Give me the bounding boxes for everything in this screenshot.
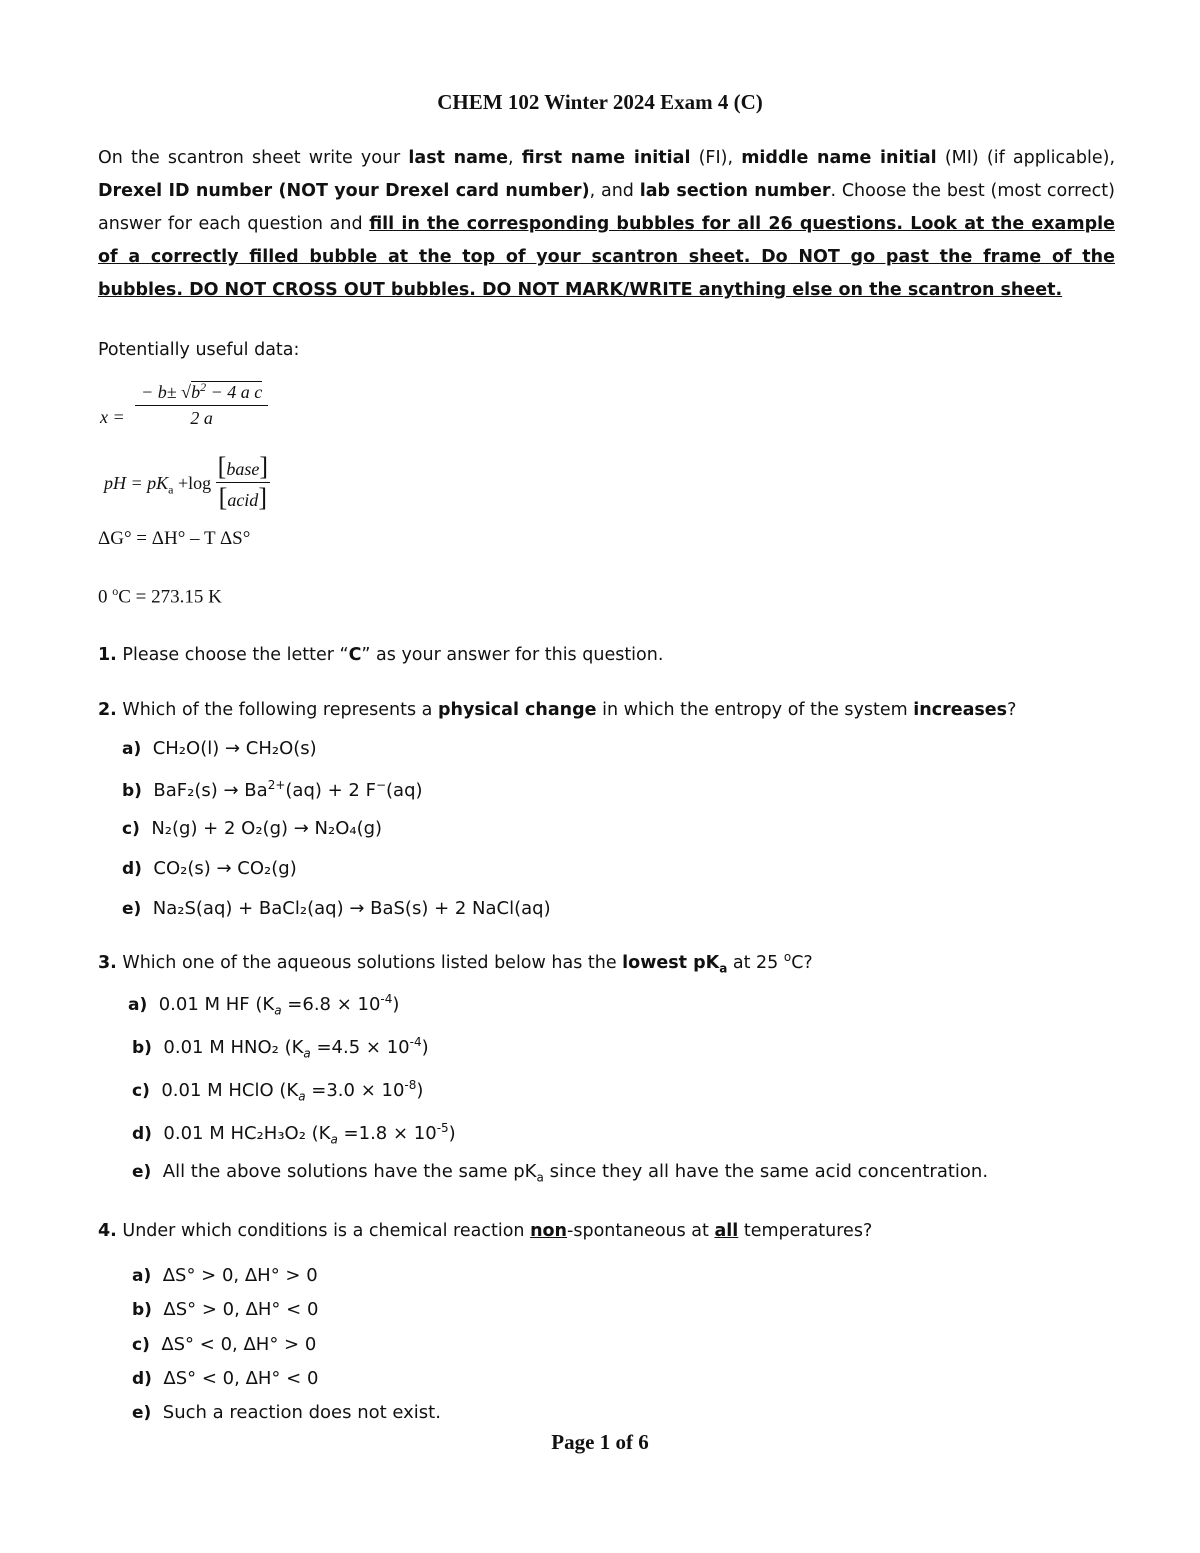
exponent: -8 [404, 1078, 417, 1092]
question-text: Which one of the aqueous solutions listed below has the [122, 952, 623, 973]
hh-sub: a [168, 482, 174, 497]
option-text: N₂(g) + 2 O₂(g) → N₂O₄(g) [151, 818, 383, 839]
q2-option-d [122, 858, 297, 879]
option-text: (aq) + 2 F [285, 780, 376, 801]
option-letter: c) [132, 1081, 150, 1101]
instr-text: (MI) (if applicable), [936, 148, 1116, 168]
option-letter: b) [122, 781, 142, 801]
option-text: =4.5 × 10 [310, 1037, 410, 1058]
useful-data-label: Potentially useful data: [98, 340, 300, 360]
question-text: ” as your answer for this question. [361, 645, 664, 665]
question-1 [98, 645, 663, 665]
option-text: Such a reaction does not exist. [162, 1402, 441, 1423]
option-letter: e) [132, 1162, 152, 1182]
option-text: 0.01 M HF (K [158, 994, 275, 1015]
option-letter: c) [132, 1335, 150, 1355]
question-text: C? [791, 952, 813, 973]
hh-denominator: acid [227, 490, 259, 510]
option-text: ) [421, 1037, 429, 1058]
instr-text: On the scantron sheet write your [98, 148, 409, 168]
q3-option-a [128, 992, 399, 1018]
hh-lhs: pH = pK [104, 472, 169, 493]
q2-option-c [122, 818, 382, 839]
q4-option-e [132, 1402, 441, 1423]
q2-option-b [122, 778, 423, 801]
charge: − [375, 778, 387, 792]
question-text: -spontaneous at [567, 1221, 715, 1241]
instr-bold: last name [408, 148, 509, 168]
question-number: 4. [98, 1221, 117, 1241]
quad-num-part: − 4 a c [206, 382, 263, 402]
option-letter: a) [122, 739, 142, 759]
degree-sign: o [783, 950, 792, 964]
instr-bold: first name initial [521, 148, 691, 168]
question-number: 3. [98, 952, 117, 973]
sqrt-icon: √ [181, 382, 192, 402]
question-3 [98, 950, 813, 975]
quad-lhs: x = [100, 406, 125, 427]
exponent: -4 [380, 992, 393, 1006]
option-text: ΔS° < 0, ΔH° > 0 [161, 1334, 317, 1355]
instr-bold: Drexel ID number (NOT your Drexel card number) [98, 181, 590, 201]
option-letter: a) [132, 1266, 152, 1286]
option-letter: d) [122, 859, 142, 879]
ka-sub: a [274, 1003, 282, 1018]
option-text: BaF₂(s) → Ba [153, 780, 268, 801]
quad-fraction [135, 380, 268, 429]
quadratic-formula [100, 380, 268, 429]
option-text: 0.01 M HC₂H₃O₂ (K [163, 1123, 331, 1144]
q3-option-b [132, 1035, 429, 1061]
quad-denominator: 2 a [190, 408, 213, 428]
option-text: =3.0 × 10 [305, 1080, 405, 1101]
instr-text: , [508, 148, 522, 168]
option-text: ) [448, 1123, 456, 1144]
question-bold: lowest [622, 952, 688, 973]
ka-sub: a [298, 1089, 306, 1104]
q3-option-e [132, 1161, 988, 1185]
option-text: since they all have the same acid concentration. [543, 1161, 989, 1182]
question-number: 2. [98, 700, 117, 720]
option-letter: e) [132, 1403, 152, 1423]
option-letter: d) [132, 1369, 152, 1389]
exponent: -4 [409, 1035, 422, 1049]
question-number: 1. [98, 645, 117, 665]
option-text: ΔS° < 0, ΔH° < 0 [163, 1368, 319, 1389]
q2-option-e [122, 898, 551, 919]
instr-bold: middle name initial [741, 148, 937, 168]
hh-log: +log [173, 472, 212, 493]
option-text: (aq) [386, 780, 423, 801]
hh-fraction: $\frac{\text{[base]}}{\text{[acid]}}$ [217, 452, 268, 512]
q4-option-d [132, 1368, 318, 1389]
option-text: 0.01 M HNO₂ (K [163, 1037, 304, 1058]
option-letter: b) [132, 1038, 152, 1058]
quad-exp: 2 [200, 380, 207, 394]
q4-option-c [132, 1334, 316, 1355]
ka-sub: a [536, 1170, 544, 1185]
option-text: ) [416, 1080, 424, 1101]
option-letter: d) [132, 1124, 152, 1144]
option-text: All the above solutions have the same pK [162, 1161, 537, 1182]
option-text: =6.8 × 10 [281, 994, 381, 1015]
option-letter: b) [132, 1300, 152, 1320]
ka-sub: a [330, 1132, 338, 1147]
q4-option-b [132, 1299, 318, 1320]
question-bold: physical change [437, 700, 597, 720]
question-bold: pK [687, 952, 720, 973]
question-text: at 25 [727, 952, 784, 973]
question-2 [98, 700, 1016, 720]
question-text: in which the entropy of the system [596, 700, 914, 720]
temp-part: 0 [98, 586, 113, 608]
question-4 [98, 1221, 872, 1241]
question-bold: C [348, 645, 362, 665]
option-letter: e) [122, 899, 142, 919]
option-text: ΔS° > 0, ΔH° > 0 [162, 1265, 318, 1286]
option-text: 0.01 M HClO (K [161, 1080, 299, 1101]
option-text: Na₂S(aq) + BaCl₂(aq) → BaS(s) + 2 NaCl(aq) [152, 898, 551, 919]
option-letter: a) [128, 995, 148, 1015]
gibbs-equation: ΔG° = ΔH° – T ΔS° [98, 528, 251, 549]
ka-sub: a [303, 1046, 311, 1061]
option-text: CH₂O(l) → CH₂O(s) [152, 738, 317, 759]
instr-underlined: fill in the corresponding bubbles for all 26 questions. Look at the example of a correctly filled bubble at the top of your scantron sheet. Do NOT go past the frame of the bubbles. DO NOT CROSS OUT bubbles. DO NOT MARK/WRITE anything else on the scantron sheet. [98, 214, 1115, 300]
instr-text: (FI), [690, 148, 742, 168]
instructions [98, 142, 1115, 307]
option-text: CO₂(s) → CO₂(g) [153, 858, 297, 879]
quad-num-part: b [191, 382, 201, 402]
option-text: ) [392, 994, 400, 1015]
exponent: -5 [436, 1121, 449, 1135]
temperature-conversion [98, 584, 222, 608]
charge: 2+ [267, 778, 286, 792]
option-text: ΔS° > 0, ΔH° < 0 [163, 1299, 319, 1320]
quad-numerator [135, 380, 268, 406]
option-text: =1.8 × 10 [337, 1123, 437, 1144]
q3-option-d [132, 1121, 456, 1147]
question-underlined: non [530, 1221, 568, 1241]
quad-num-part: − b± [141, 382, 182, 402]
instr-text: , and [589, 181, 640, 201]
henderson-hasselbalch [104, 452, 270, 513]
instr-text: . Choose the best (most correct) answer for each question and [98, 181, 1115, 234]
q2-option-a [122, 738, 317, 759]
instr-bold: lab section number [639, 181, 831, 201]
question-underlined: all [714, 1221, 739, 1241]
question-bold: increases [913, 700, 1008, 720]
question-text: Please choose the letter “ [122, 645, 349, 665]
question-text: Under which conditions is a chemical reaction [122, 1221, 531, 1241]
q3-option-c [132, 1078, 423, 1104]
degree-sign: o [112, 584, 119, 598]
question-text: temperatures? [738, 1221, 873, 1241]
page-number: Page 1 of 6 [551, 1430, 649, 1454]
q4-option-a [132, 1265, 318, 1286]
temp-part: C = 273.15 K [118, 586, 222, 608]
page-title: CHEM 102 Winter 2024 Exam 4 (C) [437, 90, 763, 114]
question-bold: a [719, 961, 728, 976]
hh-numerator: base [226, 459, 260, 479]
question-text: ? [1007, 700, 1017, 720]
option-letter: c) [122, 819, 140, 839]
question-text: Which of the following represents a [122, 700, 438, 720]
